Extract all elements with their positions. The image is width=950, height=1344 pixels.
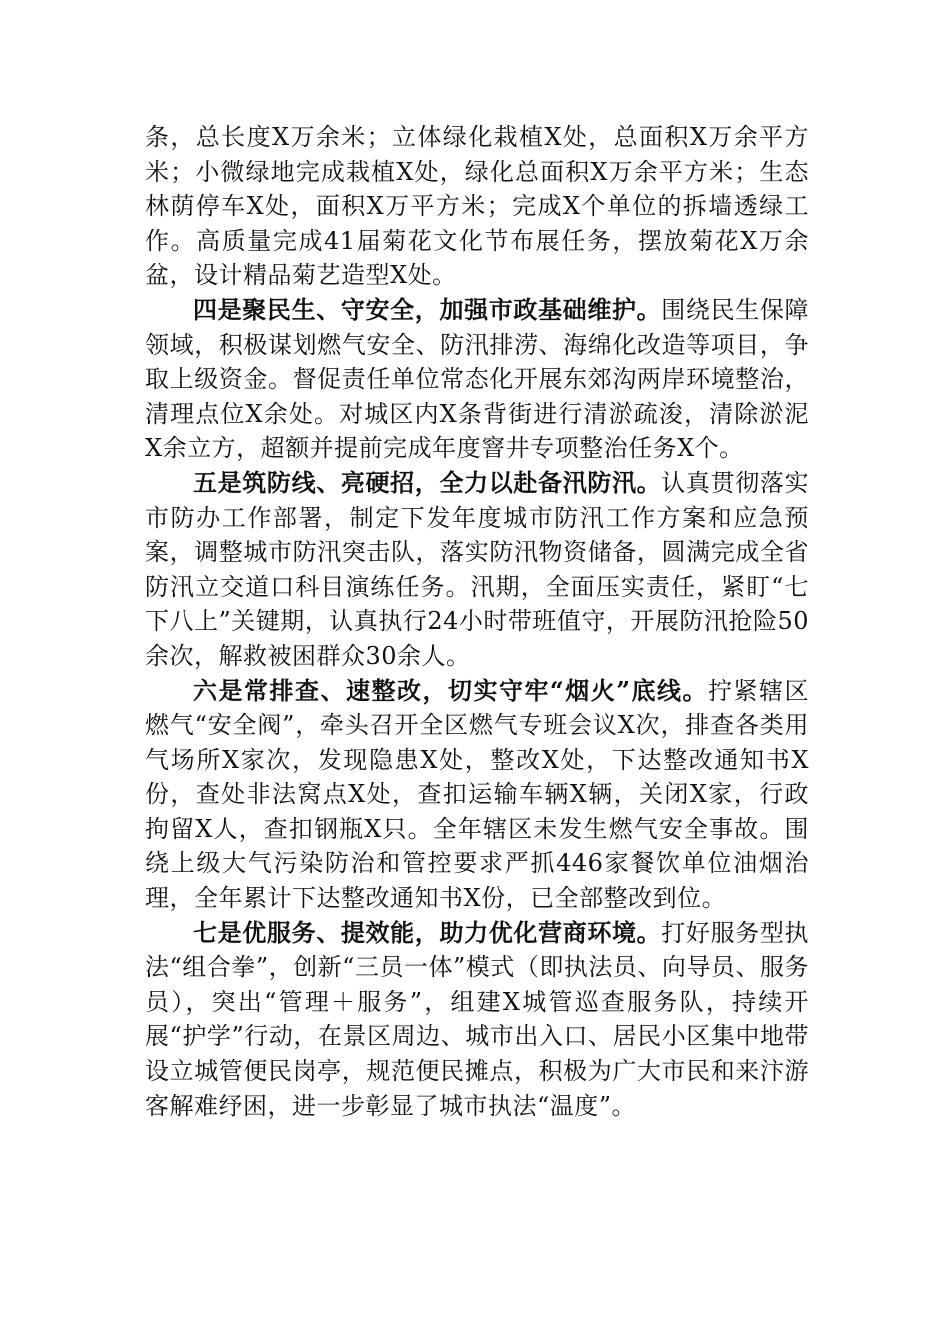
paragraph-continuation: [145, 120, 809, 293]
document-page: [145, 120, 809, 1123]
paragraph-lead: 六是常排查、速整改，切实守牢“烟火”底线。: [193, 675, 709, 705]
paragraph-lead: 七是优服务、提效能，助力优化营商环境。: [193, 917, 662, 947]
paragraph-lead: 四是聚民生、守安全，加强市政基础维护。: [193, 294, 662, 324]
paragraph-text: 条，总长度X万余米；立体绿化栽植X处，总面积X万余平方米；小微绿地完成栽植X处，绿化总面积X万余平方米；生态林荫停车X处，面积X万平方米；完成X个单位的拆墙透绿工作。高质量完成41届菊花文化节布展任务，摆放菊花X万余盆，设计精品菊艺造型X处。: [145, 123, 809, 290]
paragraph-item-six: [145, 674, 809, 916]
paragraph-item-five: [145, 466, 809, 674]
paragraph-text: 拧紧辖区燃气“安全阀”，牵头召开全区燃气专班会议X次，排查各类用气场所X家次，发现隐患X处，整改X处，下达整改通知书X份，查处非法窝点X处，查扣运输车辆X辆，关闭X家，行政拘留X人，查扣钢瓶X只。全年辖区未发生燃气安全事故。围绕上级大气污染防治和管控要求严抓446家餐饮单位油烟治理，全年累计下达整改通知书X份，已全部整改到位。: [145, 676, 810, 913]
paragraph-text: 围绕民生保障领域，积极谋划燃气安全、防汛排涝、海绵化改造等项目，争取上级资金。督促责任单位常态化开展东郊沟两岸环境整治，清理点位X余处。对城区内X条背街进行清淤疏浚，清除淤泥X余立方，超额并提前完成年度窨井专项整治任务X个。: [145, 295, 810, 463]
paragraph-text: 打好服务型执法“组合拳”，创新“三员一体”模式（即执法员、向导员、服务员），突出“管理＋服务”，组建X城管巡查服务队，持续开展“护学”行动，在景区周边、城市出入口、居民小区集中地带设立城管便民岗亭，规范便民摊点，积极为广大市民和来汴游客解难纾困，进一步彰显了城市执法“温度”。: [145, 918, 810, 1120]
paragraph-lead: 五是筑防线、亮硬招，全力以赴备汛防汛。: [193, 467, 662, 497]
paragraph-text: 认真贯彻落实市防办工作部署，制定下发年度城市防汛工作方案和应急预案，调整城市防汛突击队，落实防汛物资储备，圆满完成全省防汛立交道口科目演练任务。汛期，全面压实责任，紧盯“七下八上”关键期，认真执行24小时带班值守，开展防汛抢险50余次，解救被困群众30余人。: [145, 468, 810, 670]
paragraph-item-seven: [145, 916, 809, 1124]
paragraph-item-four: [145, 293, 809, 466]
